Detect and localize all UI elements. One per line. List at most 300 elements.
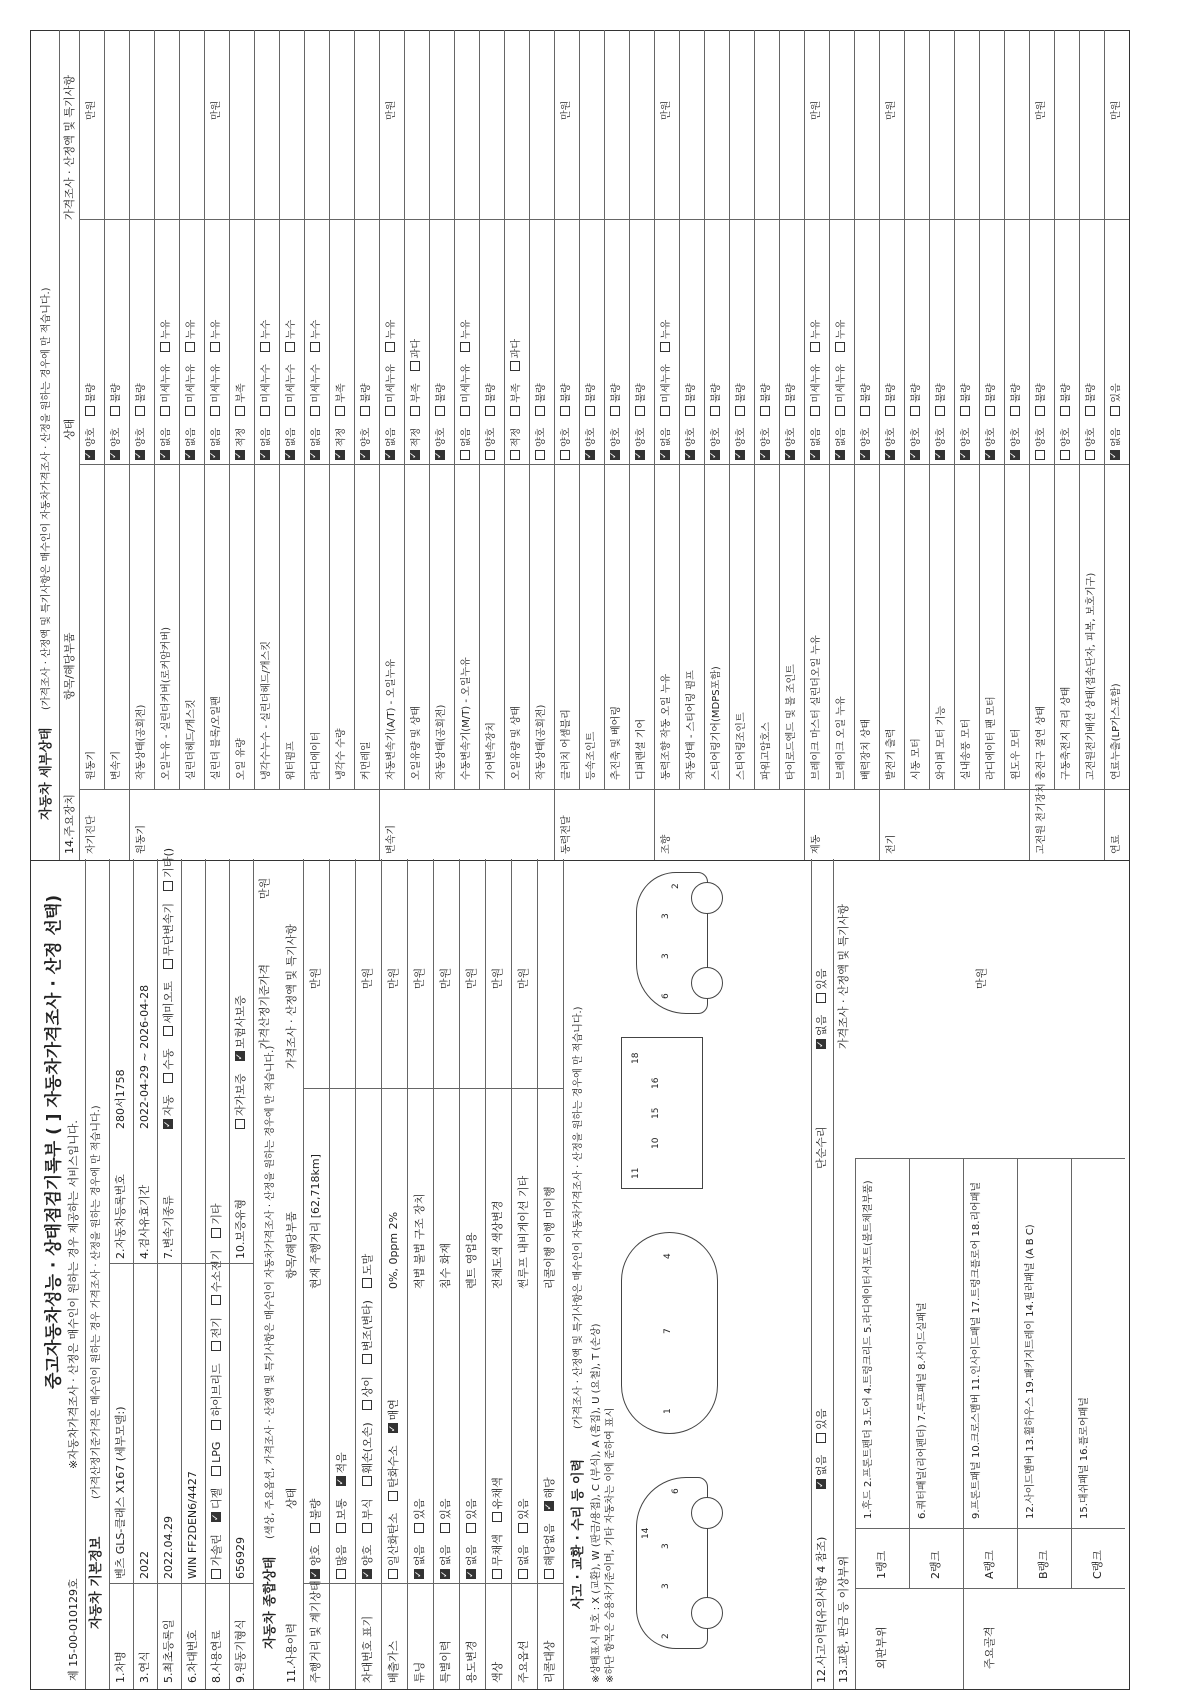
checkbox[interactable]: [211, 1341, 221, 1351]
checkbox[interactable]: [285, 406, 295, 416]
option-item: [361, 1498, 375, 1532]
checkbox[interactable]: [585, 450, 595, 460]
checkbox[interactable]: [635, 406, 645, 416]
checkbox[interactable]: [760, 450, 770, 460]
checkbox[interactable]: [336, 1569, 346, 1579]
option-label: 양호: [111, 427, 122, 447]
rule-line: [79, 464, 1129, 465]
checkbox[interactable]: [485, 406, 495, 416]
checkbox[interactable]: [935, 406, 945, 416]
option-item: [435, 383, 448, 415]
checkbox[interactable]: [440, 1523, 450, 1533]
checkbox[interactable]: [685, 450, 695, 460]
checkbox[interactable]: [310, 406, 320, 416]
option-label: 없음: [186, 427, 197, 447]
detail-price: 만원: [1111, 100, 1122, 120]
checkbox[interactable]: [385, 342, 395, 352]
checkbox[interactable]: [518, 1569, 528, 1579]
checkbox[interactable]: [535, 450, 545, 460]
detail-options: [535, 371, 548, 460]
option-label: 부족: [336, 383, 347, 403]
checkbox[interactable]: [510, 406, 520, 416]
checkbox[interactable]: [211, 1295, 221, 1305]
summary-row-options: [439, 1486, 453, 1579]
detail-options: [560, 371, 573, 460]
option-label: 양호: [561, 427, 572, 447]
checkbox[interactable]: [860, 406, 870, 416]
checkbox[interactable]: [885, 406, 895, 416]
detail-item: 오일 유량: [236, 738, 247, 780]
rule-line: [329, 859, 330, 1689]
rule-line: [279, 30, 280, 790]
option-label: 양호: [911, 427, 922, 447]
detail-group: 연료: [1111, 834, 1122, 854]
option-label: 양호: [486, 427, 497, 447]
option-item: [460, 364, 473, 416]
checkbox[interactable]: [435, 450, 445, 460]
detail-item: 타이로드엔드 및 볼 조인트: [786, 664, 797, 780]
option-item: [760, 428, 773, 460]
rule-line: [154, 30, 155, 790]
option-label: 누유: [161, 319, 172, 340]
checkbox[interactable]: [360, 450, 370, 460]
option-label: 불량: [761, 383, 772, 403]
summary-row-options: [335, 1440, 349, 1579]
checkbox[interactable]: [816, 1039, 826, 1049]
rule-line: [181, 859, 182, 1689]
option-item: [491, 1534, 505, 1579]
option-label: 불량: [561, 383, 572, 403]
option-item: [135, 383, 148, 415]
detail-item: 발전기 출력: [886, 728, 897, 780]
checkbox[interactable]: [816, 1479, 826, 1489]
checkbox[interactable]: [163, 1026, 173, 1036]
checkbox[interactable]: [610, 450, 620, 460]
option-label: 양호: [1061, 427, 1072, 447]
detail-item: 추진축 및 베어링: [611, 706, 622, 780]
checkbox[interactable]: [510, 450, 520, 460]
checkbox[interactable]: [660, 342, 670, 352]
checkbox[interactable]: [1035, 406, 1045, 416]
checkbox[interactable]: [1010, 450, 1020, 460]
rule-line: [511, 859, 512, 1689]
checkbox[interactable]: [510, 361, 520, 371]
summary-row-price: 만원: [439, 967, 452, 989]
checkbox[interactable]: [585, 406, 595, 416]
checkbox[interactable]: [460, 342, 470, 352]
accident-group-rank: 2랭크: [929, 1550, 942, 1579]
checkbox[interactable]: [410, 450, 420, 460]
option-item: [610, 383, 623, 415]
option-item: [810, 320, 823, 352]
detail-options: [960, 371, 973, 460]
checkbox[interactable]: [1110, 450, 1120, 460]
option-label: 해당: [543, 1477, 556, 1499]
checkbox[interactable]: [310, 342, 320, 352]
summary-row-label: 주요옵션: [517, 1640, 530, 1683]
accident-group-parts: 15.대쉬패널 16.플로어패널: [1079, 1397, 1090, 1519]
detail-price: 만원: [886, 100, 897, 120]
basic-label: 8.사용연료: [210, 1630, 223, 1683]
rule-line: [79, 789, 1129, 790]
details-col-price: 가격조사 · 산정액 및 특기사항: [63, 75, 76, 220]
summary-row-options: [309, 1486, 323, 1579]
checkbox[interactable]: [910, 406, 920, 416]
checkbox[interactable]: [163, 881, 173, 891]
checkbox[interactable]: [362, 1278, 372, 1288]
option-item: [815, 1015, 829, 1049]
rule-line: [79, 219, 1129, 220]
option-label: 없음: [461, 427, 472, 447]
checkbox[interactable]: [362, 1354, 372, 1364]
rule-line: [1104, 30, 1105, 860]
checkbox[interactable]: [235, 1119, 245, 1129]
checkbox[interactable]: [385, 406, 395, 416]
option-label: 불량: [936, 383, 947, 403]
checkbox[interactable]: [388, 1569, 398, 1579]
detail-price: 만원: [811, 100, 822, 120]
checkbox[interactable]: [816, 1433, 826, 1443]
checkbox[interactable]: [460, 406, 470, 416]
option-label: 유채색: [491, 1477, 504, 1510]
option-item: [1010, 428, 1023, 460]
option-label: 적음: [335, 1452, 348, 1474]
detail-item: 작동상태(공회전): [136, 704, 147, 780]
option-label: 있음: [413, 1498, 426, 1520]
checkbox[interactable]: [260, 450, 270, 460]
checkbox[interactable]: [211, 1569, 221, 1579]
option-item: [1060, 383, 1073, 415]
option-label: 불량: [586, 383, 597, 403]
checkbox[interactable]: [760, 406, 770, 416]
option-item: [1085, 428, 1098, 460]
checkbox[interactable]: [414, 1523, 424, 1533]
basic-label-2: 7.변속기종류: [162, 1195, 175, 1259]
checkbox[interactable]: [336, 1476, 346, 1486]
rule-line: [109, 1263, 253, 1264]
checkbox[interactable]: [160, 406, 170, 416]
checkbox[interactable]: [414, 1569, 424, 1579]
checkbox[interactable]: [163, 1073, 173, 1083]
option-item: [235, 383, 248, 415]
checkbox[interactable]: [210, 342, 220, 352]
right-panel: [30, 30, 1130, 860]
checkbox[interactable]: [110, 406, 120, 416]
summary-col-state: 상태: [285, 1487, 298, 1509]
option-label: 양호: [361, 427, 372, 447]
checkbox[interactable]: [362, 1476, 372, 1486]
option-label: 있음: [517, 1498, 530, 1520]
checkbox[interactable]: [785, 450, 795, 460]
checkbox[interactable]: [235, 406, 245, 416]
option-label: 없음: [836, 427, 847, 447]
checkbox[interactable]: [336, 1523, 346, 1533]
checkbox[interactable]: [285, 450, 295, 460]
report-title: 중고자동차성능 · 상태점검기록부 ( ] 자동차가격조사 · 산정 선택): [44, 894, 64, 1389]
detail-options: [1110, 371, 1123, 460]
fuel-options: [210, 1191, 224, 1579]
checkbox[interactable]: [163, 1119, 173, 1129]
checkbox[interactable]: [544, 1501, 554, 1511]
rule-line: [229, 859, 230, 1689]
checkbox[interactable]: [362, 1523, 372, 1533]
option-item: [835, 364, 848, 416]
option-item: [815, 1455, 829, 1489]
checkbox[interactable]: [960, 450, 970, 460]
summary-row-price: 만원: [517, 967, 530, 989]
checkbox[interactable]: [310, 1523, 320, 1533]
checkbox[interactable]: [410, 406, 420, 416]
checkbox[interactable]: [185, 342, 195, 352]
detail-options: [585, 371, 598, 460]
checkbox[interactable]: [835, 342, 845, 352]
checkbox[interactable]: [810, 406, 820, 416]
checkbox[interactable]: [1060, 450, 1070, 460]
rule-line: [379, 30, 380, 860]
option-label: 미세누유: [836, 364, 847, 403]
checkbox[interactable]: [260, 342, 270, 352]
option-item: [710, 428, 723, 460]
checkbox[interactable]: [210, 450, 220, 460]
option-label: 불량: [736, 383, 747, 403]
checkbox[interactable]: [935, 450, 945, 460]
detail-options: [210, 308, 223, 460]
rule-line: [504, 30, 505, 790]
summary-row-price: 만원: [491, 967, 504, 989]
checkbox[interactable]: [135, 406, 145, 416]
summary-row-options: [543, 1465, 557, 1579]
checkbox[interactable]: [211, 1512, 221, 1522]
option-item: [491, 1477, 505, 1522]
option-item: [785, 428, 798, 460]
checkbox[interactable]: [388, 1491, 398, 1501]
checkbox[interactable]: [1085, 406, 1095, 416]
checkbox[interactable]: [835, 406, 845, 416]
checkbox[interactable]: [160, 342, 170, 352]
checkbox[interactable]: [860, 450, 870, 460]
checkbox[interactable]: [466, 1523, 476, 1533]
checkbox[interactable]: [660, 450, 670, 460]
checkbox[interactable]: [1110, 406, 1120, 416]
checkbox[interactable]: [485, 450, 495, 460]
checkbox[interactable]: [410, 361, 420, 371]
detail-item: 실린더 블록/오일팬: [211, 696, 222, 780]
checkbox[interactable]: [610, 406, 620, 416]
checkbox[interactable]: [210, 406, 220, 416]
option-label: 없음: [465, 1544, 478, 1566]
rule-line: [563, 859, 564, 1689]
landscape-sheet: [30, 30, 1130, 1690]
summary-row-options: [413, 1486, 427, 1579]
checkbox[interactable]: [185, 406, 195, 416]
option-label: 미세누수: [311, 364, 322, 403]
rule-line: [1017, 1159, 1018, 1589]
checkbox[interactable]: [492, 1512, 502, 1522]
checkbox[interactable]: [135, 450, 145, 460]
checkbox[interactable]: [285, 342, 295, 352]
checkbox[interactable]: [910, 450, 920, 460]
checkbox[interactable]: [310, 450, 320, 460]
detail-item: 실린더헤드/개스킷: [186, 699, 197, 780]
option-label: 불량: [309, 1498, 322, 1520]
checkbox[interactable]: [388, 1423, 398, 1433]
option-item: [1110, 428, 1123, 460]
checkbox[interactable]: [810, 450, 820, 460]
checkbox[interactable]: [185, 450, 195, 460]
option-label: 도말: [361, 1253, 374, 1276]
option-item: [309, 1545, 323, 1579]
option-item: [210, 1442, 224, 1476]
detail-item: 윈도우 모터: [1011, 728, 1022, 780]
option-label: 적정: [236, 427, 247, 447]
summary-row-detail: 전체도색 색상변경: [491, 1200, 504, 1289]
checkbox[interactable]: [85, 406, 95, 416]
checkbox[interactable]: [1085, 450, 1095, 460]
checkbox[interactable]: [535, 406, 545, 416]
checkbox[interactable]: [985, 406, 995, 416]
basic-label: 3.연식: [138, 1651, 151, 1683]
checkbox[interactable]: [985, 450, 995, 460]
option-item: [285, 428, 298, 460]
option-label: 불량: [986, 383, 997, 403]
checkbox[interactable]: [360, 406, 370, 416]
checkbox[interactable]: [735, 406, 745, 416]
checkbox[interactable]: [235, 450, 245, 460]
checkbox[interactable]: [710, 406, 720, 416]
rule-line: [779, 30, 780, 790]
checkbox[interactable]: [211, 1420, 221, 1430]
checkbox[interactable]: [710, 450, 720, 460]
option-item: [885, 383, 898, 415]
option-item: [460, 428, 473, 460]
checkbox[interactable]: [1010, 406, 1020, 416]
option-label: 무단변속기: [162, 902, 175, 956]
detail-options: [85, 371, 98, 460]
checkbox[interactable]: [685, 406, 695, 416]
option-item: [387, 1445, 401, 1501]
option-label: 불량: [911, 383, 922, 403]
option-label: 미세누유: [661, 364, 672, 403]
checkbox[interactable]: [785, 406, 795, 416]
option-label: LPG: [210, 1441, 223, 1463]
checkbox[interactable]: [335, 406, 345, 416]
checkbox[interactable]: [260, 406, 270, 416]
checkbox[interactable]: [362, 1569, 372, 1579]
summary-row-options: [387, 1387, 401, 1579]
checkbox[interactable]: [440, 1569, 450, 1579]
option-item: [885, 428, 898, 460]
checkbox[interactable]: [560, 450, 570, 460]
option-label: 보험사보증: [234, 995, 247, 1049]
report-subtitle: ※자동차가격조사 · 산정은 매수인이 원하는 경우 제공하는 서비스입니다.: [67, 1120, 80, 1469]
option-label: 있음: [1111, 383, 1122, 403]
option-label: 누유: [386, 319, 397, 340]
checkbox[interactable]: [518, 1523, 528, 1533]
checkbox[interactable]: [492, 1569, 502, 1579]
checkbox[interactable]: [735, 450, 745, 460]
rule-line: [129, 30, 130, 860]
option-item: [85, 383, 98, 415]
checkbox[interactable]: [660, 406, 670, 416]
summary-row-options: [517, 1486, 531, 1579]
option-label: 수소전기: [210, 1249, 223, 1293]
detail-options: [385, 308, 398, 460]
checkbox[interactable]: [885, 450, 895, 460]
option-label: 보통: [335, 1498, 348, 1520]
accident-group-parts: 9.프론트패널 10.크로스멤버 11.인사이드패널 17.트렁크플로어 18.리어패널: [971, 1181, 982, 1519]
checkbox[interactable]: [310, 1569, 320, 1579]
checkbox[interactable]: [211, 1466, 221, 1476]
option-item: [485, 428, 498, 460]
detail-options: [160, 308, 173, 460]
detail-options: [110, 371, 123, 460]
checkbox[interactable]: [160, 450, 170, 460]
checkbox[interactable]: [466, 1569, 476, 1579]
option-label: 있음: [465, 1498, 478, 1520]
rule-line: [229, 30, 230, 790]
option-item: [985, 428, 998, 460]
option-item: [210, 1250, 224, 1306]
option-item: [210, 1203, 224, 1237]
rule-line: [1071, 1159, 1072, 1589]
rule-line: [704, 30, 705, 790]
checkbox[interactable]: [110, 450, 120, 460]
option-label: 없음: [413, 1544, 426, 1566]
rule-line: [304, 30, 305, 790]
option-item: [335, 1498, 349, 1532]
option-label: 불량: [886, 383, 897, 403]
option-item: [985, 383, 998, 415]
checkbox[interactable]: [1035, 450, 1045, 460]
detail-options: [360, 371, 373, 460]
checkbox[interactable]: [960, 406, 970, 416]
checkbox[interactable]: [1060, 406, 1070, 416]
checkbox[interactable]: [362, 1400, 372, 1410]
checkbox[interactable]: [544, 1569, 554, 1579]
basic-label: 6.차대번호: [186, 1630, 199, 1683]
detail-options: [1035, 371, 1048, 460]
checkbox[interactable]: [635, 450, 645, 460]
checkbox[interactable]: [85, 450, 95, 460]
option-label: 불량: [1036, 383, 1047, 403]
checkbox[interactable]: [385, 450, 395, 460]
warranty-options: [234, 983, 248, 1129]
option-label: 양호: [936, 427, 947, 447]
detail-options: [985, 371, 998, 460]
checkbox[interactable]: [560, 406, 570, 416]
option-item: [660, 320, 673, 352]
rule-line: [1029, 30, 1030, 860]
checkbox[interactable]: [211, 1228, 221, 1238]
detail-item: 작동상태 - 스티어링 펌프: [686, 670, 697, 780]
option-item: [335, 1545, 349, 1579]
basic-label: 1.차명: [114, 1651, 127, 1683]
checkbox[interactable]: [810, 342, 820, 352]
checkbox[interactable]: [235, 1051, 245, 1061]
checkbox[interactable]: [435, 406, 445, 416]
checkbox[interactable]: [835, 450, 845, 460]
basic-value: WIN FF2DEN6/4427: [186, 1471, 199, 1579]
rule-line: [109, 1583, 253, 1584]
detail-group: 변속기: [386, 825, 397, 854]
option-item: [860, 383, 873, 415]
checkbox[interactable]: [816, 993, 826, 1003]
checkbox[interactable]: [460, 450, 470, 460]
option-item: [517, 1498, 531, 1532]
checkbox[interactable]: [163, 959, 173, 969]
checkbox[interactable]: [335, 450, 345, 460]
option-item: [110, 383, 123, 415]
